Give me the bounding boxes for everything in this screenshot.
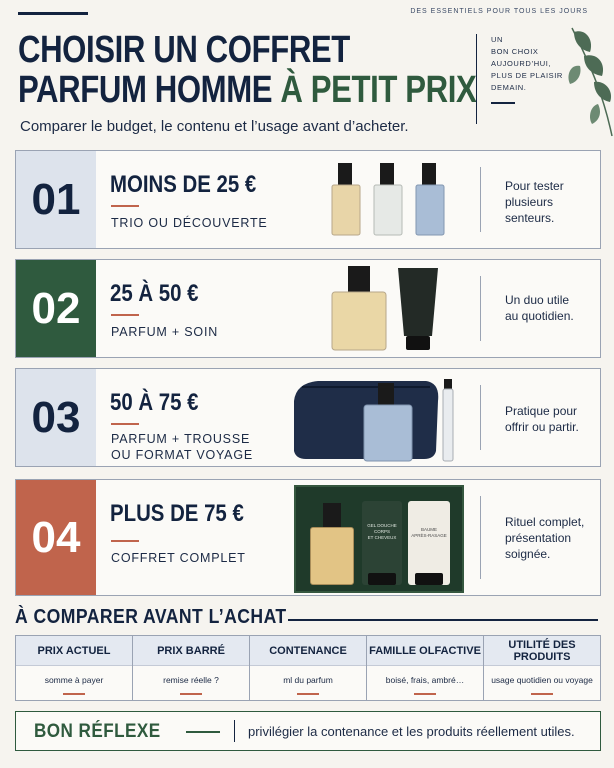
compare-column-value: usage quotidien ou voyage xyxy=(491,675,593,685)
tier-desc xyxy=(111,431,253,463)
top-accent-rule xyxy=(18,12,88,15)
tier-desc-line: COFFRET COMPLET xyxy=(111,551,246,565)
compare-column-rule xyxy=(297,693,319,695)
side-note-line: PLUS DE PLAISIR xyxy=(491,71,563,80)
compare-column-value: remise réelle ? xyxy=(163,675,219,685)
side-note-line: DEMAIN. xyxy=(491,83,527,92)
tier-desc-line: PARFUM + SOIN xyxy=(111,325,219,339)
tier-price: MOINS DE 25 € xyxy=(110,171,257,198)
tier-note-line: Pratique pour xyxy=(505,404,578,418)
title-line-2 xyxy=(18,70,476,110)
tip-banner xyxy=(15,711,601,751)
compare-column xyxy=(16,636,133,700)
tier-price: 25 À 50 € xyxy=(110,280,199,307)
compare-column-value: ml du parfum xyxy=(283,675,333,685)
tier-rule xyxy=(111,314,139,316)
gel-label-line: CORPS xyxy=(373,529,390,534)
tier-separator xyxy=(480,276,481,341)
compare-column-value: boisé, frais, ambré… xyxy=(385,675,465,685)
tier-note xyxy=(505,514,584,562)
tier-separator xyxy=(480,385,481,450)
tier-note-line: au quotidien. xyxy=(505,309,574,323)
title-accent: À PETIT PRIX xyxy=(280,69,477,111)
tier-rule xyxy=(111,205,139,207)
tier-note xyxy=(505,403,579,435)
compare-column-title: UTILITÉ DES PRODUITS xyxy=(484,636,600,666)
gift-box-image xyxy=(294,485,464,593)
tip-title: BON RÉFLEXE xyxy=(34,721,161,742)
compare-column-title: CONTENANCE xyxy=(250,636,366,666)
compare-column-rule xyxy=(63,693,85,695)
tier-desc-line: OU FORMAT VOYAGE xyxy=(111,448,253,462)
compare-column-rule xyxy=(180,693,202,695)
compare-column-rule xyxy=(414,693,436,695)
side-note-line: AUJOURD’HUI, xyxy=(491,59,552,68)
compare-column-value: somme à payer xyxy=(44,675,104,685)
compare-heading: À COMPARER AVANT L’ACHAT xyxy=(15,606,287,628)
tier-separator xyxy=(480,496,481,579)
tier-number: 03 xyxy=(16,369,96,466)
tier-note-line: senteurs. xyxy=(505,211,555,225)
tier-price: 50 À 75 € xyxy=(110,389,199,416)
title-line-1: CHOISIR UN COFFRET xyxy=(18,29,350,71)
subtitle: Comparer le budget, le contenu et l’usage avant d’acheter. xyxy=(20,118,409,135)
tier-note-line: Pour tester xyxy=(505,179,564,193)
tier-card xyxy=(15,368,601,467)
tier-number: 02 xyxy=(16,260,96,357)
tier-price: PLUS DE 75 € xyxy=(110,500,244,527)
gel-label-line: ET CHEVEUX xyxy=(367,535,397,540)
tier-rule xyxy=(111,540,139,542)
tier-number: 01 xyxy=(16,151,96,248)
baume-label-line: BAUME xyxy=(420,527,437,532)
side-note-line: BON CHOIX xyxy=(491,47,539,56)
tier-note-line: soignée. xyxy=(505,547,551,561)
tier-card xyxy=(15,150,601,249)
tier-number: 04 xyxy=(16,480,96,595)
side-note-dash xyxy=(491,102,515,104)
leaf-branch-icon xyxy=(564,18,614,138)
box-shower-gel xyxy=(362,501,402,585)
compare-column xyxy=(133,636,250,700)
tier-desc-line: TRIO OU DÉCOUVERTE xyxy=(111,216,268,230)
tier-note-line: plusieurs xyxy=(505,195,554,209)
compare-heading-rule xyxy=(288,619,598,621)
tip-separator xyxy=(234,720,235,742)
perfume-pouch-image xyxy=(288,373,460,465)
tier-separator xyxy=(480,167,481,232)
tier-note xyxy=(505,292,574,324)
compare-column-title: PRIX ACTUEL xyxy=(16,636,132,666)
tier-note-line: Rituel complet, xyxy=(505,515,585,529)
tagline: DES ESSENTIELS POUR TOUS LES JOURS xyxy=(410,8,588,15)
tier-desc xyxy=(111,550,246,566)
box-aftershave-balm xyxy=(408,501,450,585)
perfume-trio-image xyxy=(328,161,448,241)
tier-note xyxy=(505,178,564,226)
compare-column-title: FAMILLE OLFACTIVE xyxy=(367,636,483,666)
compare-column xyxy=(484,636,600,700)
side-note xyxy=(476,34,563,124)
tier-desc-line: PARFUM + TROUSSE xyxy=(111,432,251,446)
tier-card xyxy=(15,259,601,358)
compare-column xyxy=(367,636,484,700)
compare-table xyxy=(15,635,601,701)
tier-desc xyxy=(111,215,268,231)
page-title xyxy=(18,30,476,110)
tip-dash xyxy=(186,731,220,733)
box-perfume xyxy=(310,503,354,587)
perfume-duo-image xyxy=(328,266,448,354)
side-note-line: UN xyxy=(491,35,504,44)
tier-note-line: présentation xyxy=(505,531,572,545)
gel-label-line: GEL DOUCHE xyxy=(367,523,397,528)
title-main: PARFUM HOMME xyxy=(18,69,273,111)
baume-label-line: APRÈS-RASAGE xyxy=(411,533,447,538)
tier-card xyxy=(15,479,601,596)
compare-column-title: PRIX BARRÉ xyxy=(133,636,249,666)
compare-column xyxy=(250,636,367,700)
tier-desc xyxy=(111,324,218,340)
compare-column-rule xyxy=(531,693,553,695)
tip-text: privilégier la contenance et les produits réellement utiles. xyxy=(248,724,575,739)
tier-note-line: offrir ou partir. xyxy=(505,420,579,434)
tier-rule xyxy=(111,423,139,425)
tier-note-line: Un duo utile xyxy=(505,293,570,307)
